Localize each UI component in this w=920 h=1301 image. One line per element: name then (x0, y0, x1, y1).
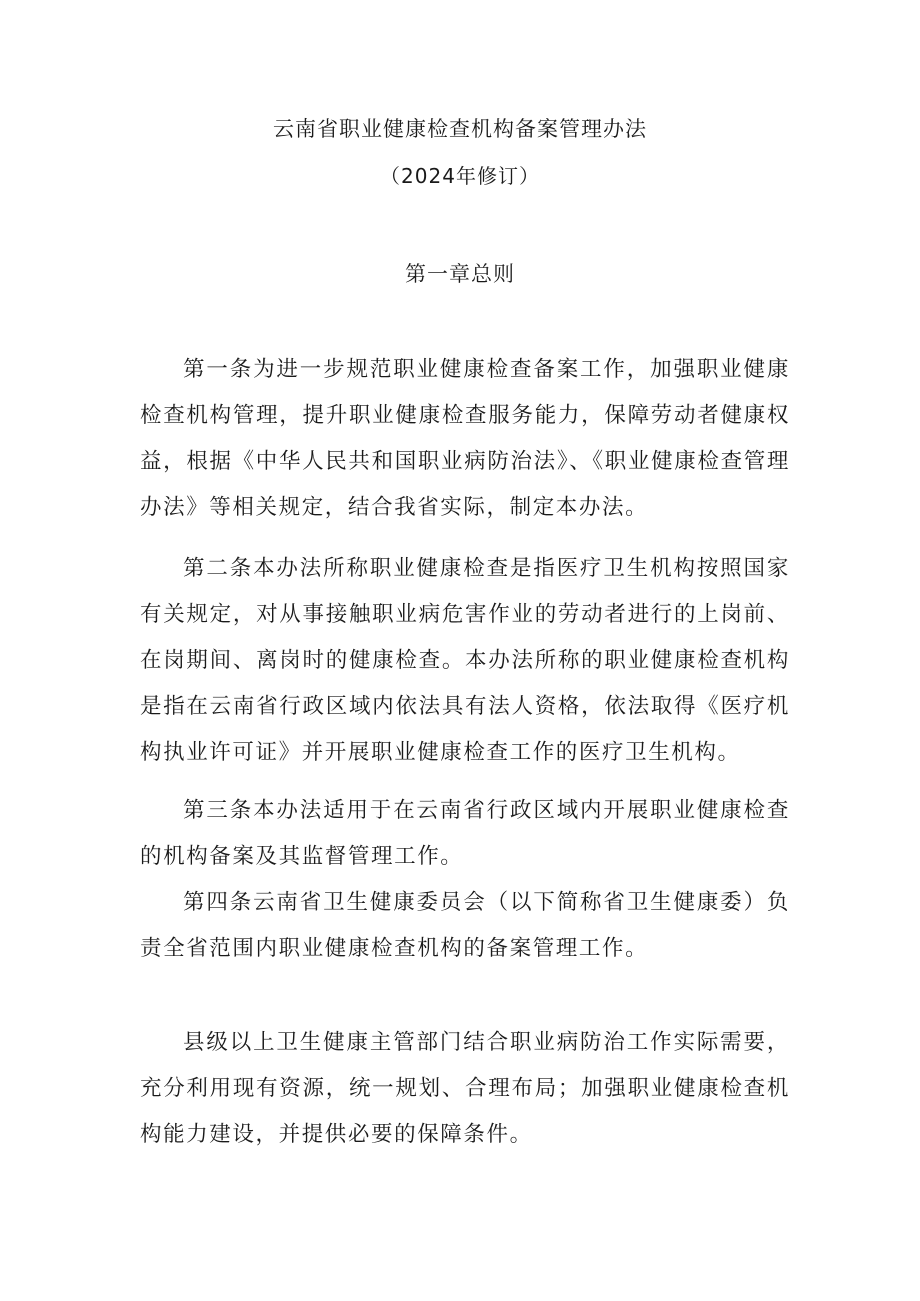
document-title: 云南省职业健康检查机构备案管理办法 (273, 117, 647, 141)
chapter-heading: 第一章总则 (405, 262, 515, 286)
article-2-paragraph: 第二条本办法所称职业健康检查是指医疗卫生机构按照国家有关规定，对从事接触职业病危害作业的劳动者进行的上岗前、在岗期间、离岗时的健康检查。本办法所称的职业健康检查机构是指在云南省行政区域内依法具有法人资格，依法取得《医疗机构执业许可证》并开展职业健康检查工作的医疗卫生机构。 (140, 556, 790, 765)
article-4-continuation-paragraph: 县级以上卫生健康主管部门结合职业病防治工作实际需要，充分利用现有资源，统一规划、合理布局；加强职业健康检查机构能力建设，并提供必要的保障条件。 (140, 1030, 790, 1147)
document-subtitle: （2024年修订） (380, 164, 540, 188)
article-3-paragraph: 第三条本办法适用于在云南省行政区域内开展职业健康检查的机构备案及其监督管理工作。 (140, 798, 790, 869)
article-4-paragraph: 第四条云南省卫生健康委员会（以下简称省卫生健康委）负责全省范围内职业健康检查机构的备案管理工作。 (140, 890, 790, 961)
article-1-paragraph: 第一条为进一步规范职业健康检查备案工作，加强职业健康检查机构管理，提升职业健康检查服务能力，保障劳动者健康权益，根据《中华人民共和国职业病防治法》、《职业健康检查管理办法》等相关规定，结合我省实际，制定本办法。 (140, 357, 790, 520)
